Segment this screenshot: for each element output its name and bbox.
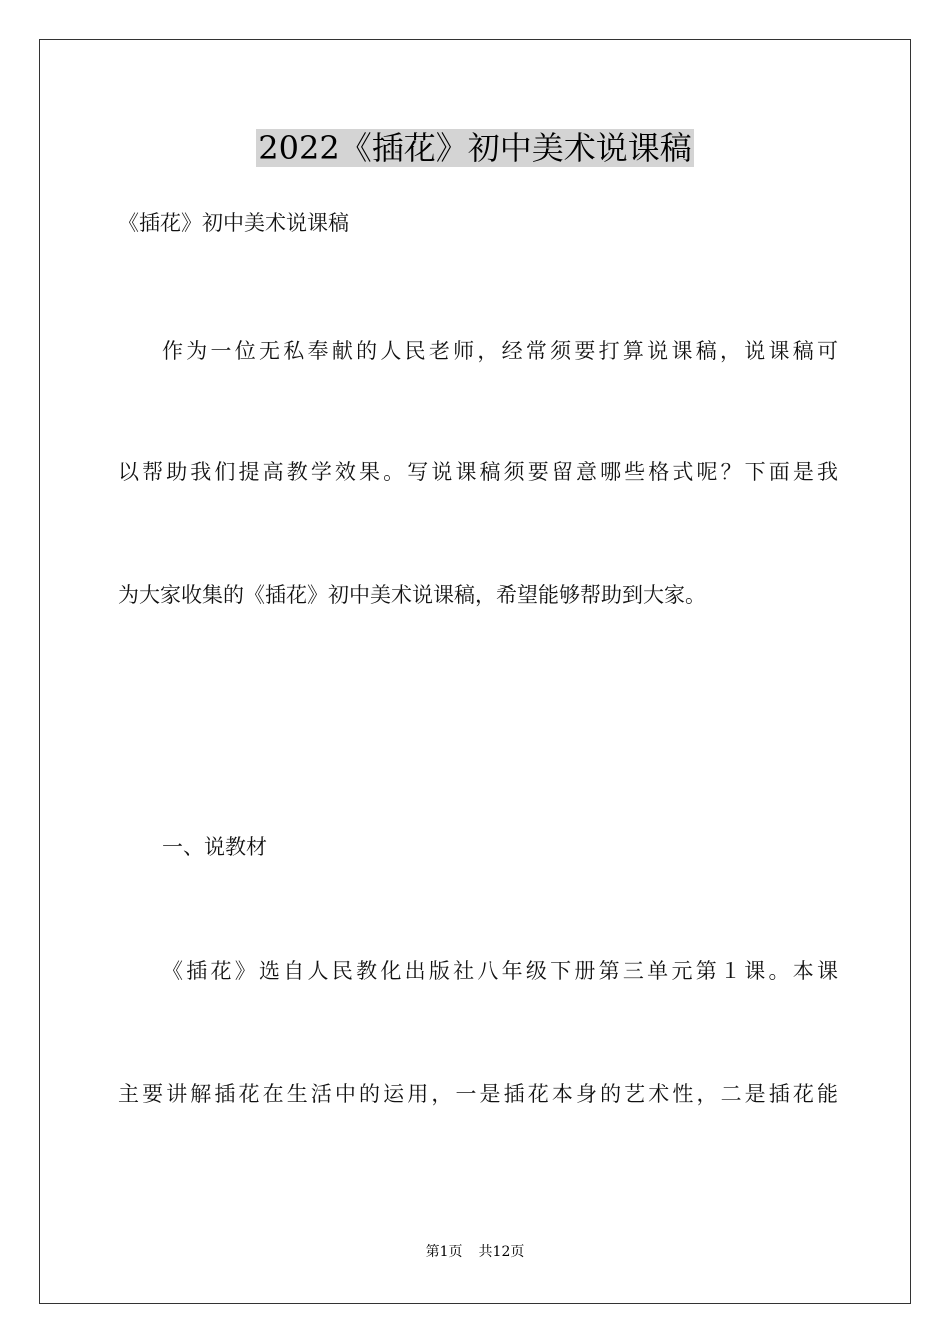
document-title-text: 2022《插花》初中美术说课稿: [258, 129, 692, 167]
document-title: [0, 123, 950, 173]
paragraph-line: 《插花》选自人民教化出版社八年级下册第三单元第１课。本课: [162, 959, 838, 983]
section-heading: 一、说教材: [162, 835, 267, 859]
paragraph-line: 以帮助我们提高教学效果。写说课稿须要留意哪些格式呢？下面是我: [118, 460, 838, 484]
page-total: 共12页: [478, 1244, 525, 1260]
page-footer: [0, 1242, 950, 1262]
page-number: 第1页: [425, 1244, 463, 1260]
paragraph-line: 主要讲解插花在生活中的运用，一是插花本身的艺术性，二是插花能: [118, 1082, 838, 1106]
paragraph-line: 为大家收集的《插花》初中美术说课稿，希望能够帮助到大家。: [118, 583, 706, 607]
paragraph-line: 作为一位无私奉献的人民老师，经常须要打算说课稿，说课稿可: [162, 339, 838, 363]
document-subtitle: 《插花》初中美术说课稿: [118, 211, 349, 235]
